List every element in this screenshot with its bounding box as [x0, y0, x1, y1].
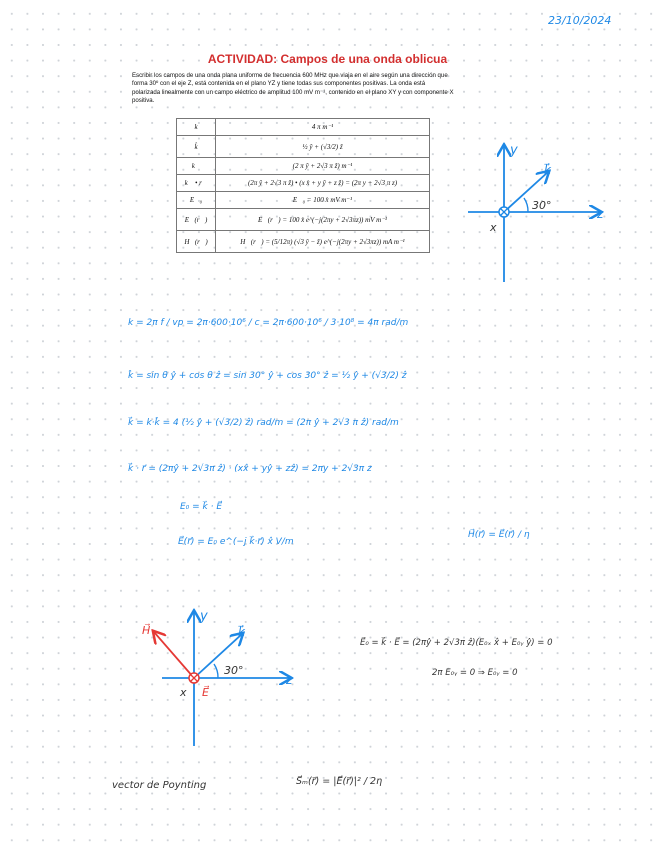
equation-k-magnitude: k = 2π f / vp = 2π·600·10⁶ / c = 2π·600·10⁶ / 3·10⁸ = 4π rad/m: [128, 318, 409, 328]
table-symbol: k⃗: [177, 158, 216, 175]
table-row: [177, 158, 430, 175]
table-row: [177, 136, 430, 158]
field-vectors-diagram: [140, 604, 300, 754]
table-row: [177, 192, 430, 209]
table-value: E⃗₀ = 100 x̂ mV m⁻¹: [216, 192, 430, 209]
equation-e0y-zero: 2π E₀ᵧ = 0 ⇒ E₀ᵧ = 0: [432, 668, 518, 678]
table-symbol: H⃗(r⃗): [177, 231, 216, 253]
date-text: 23/10/2024: [548, 14, 612, 27]
table-value: H⃗(r⃗) = (5/12π) (√3 ŷ − ẑ) e^(−j(2πy + 2√3πz)) mA m⁻¹: [216, 231, 430, 253]
table-symbol: E⃗₀: [177, 192, 216, 209]
equation-k-dot-r: k⃗ · r⃗ = (2πŷ + 2√3π ẑ) · (xx̂ + yŷ + zẑ) = 2πy + 2√3π z: [128, 464, 372, 474]
table-row: [177, 119, 430, 136]
k-vector-label: k⃗: [238, 625, 245, 639]
y-axis-label: y: [510, 143, 518, 158]
equation-e0-dot: E⃗₀ = k⃗ · E⃗ = (2πŷ + 2√3π ẑ)(E₀ₓ x̂ + E₀ᵧ ŷ) = 0: [360, 638, 553, 648]
angle-arc: [524, 198, 528, 212]
z-axis-label: z: [597, 207, 604, 221]
equation-e-field: E⃗(r⃗) = E₀ e^(−j k⃗·r⃗) x̂ V/m: [178, 537, 294, 547]
wave-direction-diagram: [462, 136, 612, 286]
results-table: [176, 118, 430, 253]
table-value: (2π ŷ + 2√3 π ẑ) • (x x̂ + y ŷ + z ẑ) = (2π y + 2√3 π z): [216, 175, 430, 192]
equation-e0: E₀ = k⃗ · E⃗: [180, 502, 223, 512]
h-vector-arrow: [154, 632, 194, 678]
table-symbol: k: [177, 119, 216, 136]
table-value: 4 π m⁻¹: [216, 119, 430, 136]
table-row: [177, 231, 430, 253]
e-vector-label: E⃗: [202, 686, 209, 699]
poynting-label: vector de Poynting: [112, 780, 207, 791]
table-row: [177, 209, 430, 231]
angle-arc: [214, 664, 218, 678]
activity-description: Escribir los campos de una onda plana uniforme de frecuencia 600 MHz que viaja en el aire según una dirección que forma 30º con el eje Z, está contenida en el plano YZ y tiene todas sus componentes positivas. La onda está polarizada linealmente con un campo eléctrico de amplitud 100 mV m⁻¹, contenido en el plano XY y con componente X positiva.: [132, 72, 454, 104]
y-axis-label: y: [200, 609, 208, 624]
equation-k-unit-vector: k̂ = sin θ ŷ + cos θ ẑ = sin 30° ŷ + cos 30° ẑ = ½ ŷ + (√3/2) ẑ: [128, 371, 407, 381]
k-vector-label: k⃗: [544, 163, 551, 177]
angle-label: 30°: [224, 664, 244, 677]
table-value: E⃗(r⃗) = 100 x̂ e^(−j(2πy + 2√3πz)) mV m⁻¹: [216, 209, 430, 231]
equation-k-vector: k⃗ = k·k̂ = 4 (½ ŷ + (√3/2) ẑ) rad/m = (2π ŷ + 2√3 π ẑ) rad/m: [128, 418, 399, 428]
table-value: (2 π ŷ + 2√3 π ẑ) m⁻¹: [216, 158, 430, 175]
x-axis-label: x: [490, 221, 497, 234]
table-symbol: k⃗ • r⃗: [177, 175, 216, 192]
table-value: ½ ŷ + (√3/2) ẑ: [216, 136, 430, 158]
z-axis-label: z: [286, 673, 293, 687]
table-row: [177, 175, 430, 192]
table-symbol: k̂: [177, 136, 216, 158]
poynting-equation: S⃗ₘ(r⃗) = |E⃗(r⃗)|² / 2η: [296, 776, 383, 787]
table-symbol: E⃗(r⃗): [177, 209, 216, 231]
h-vector-label: H⃗: [142, 624, 151, 637]
activity-title: ACTIVIDAD: Campos de una onda oblicua: [207, 52, 448, 66]
angle-label: 30°: [532, 199, 552, 212]
equation-h-field: H⃗(r⃗) = E⃗(r⃗) / η: [468, 530, 530, 540]
x-axis-label: x: [180, 686, 187, 699]
